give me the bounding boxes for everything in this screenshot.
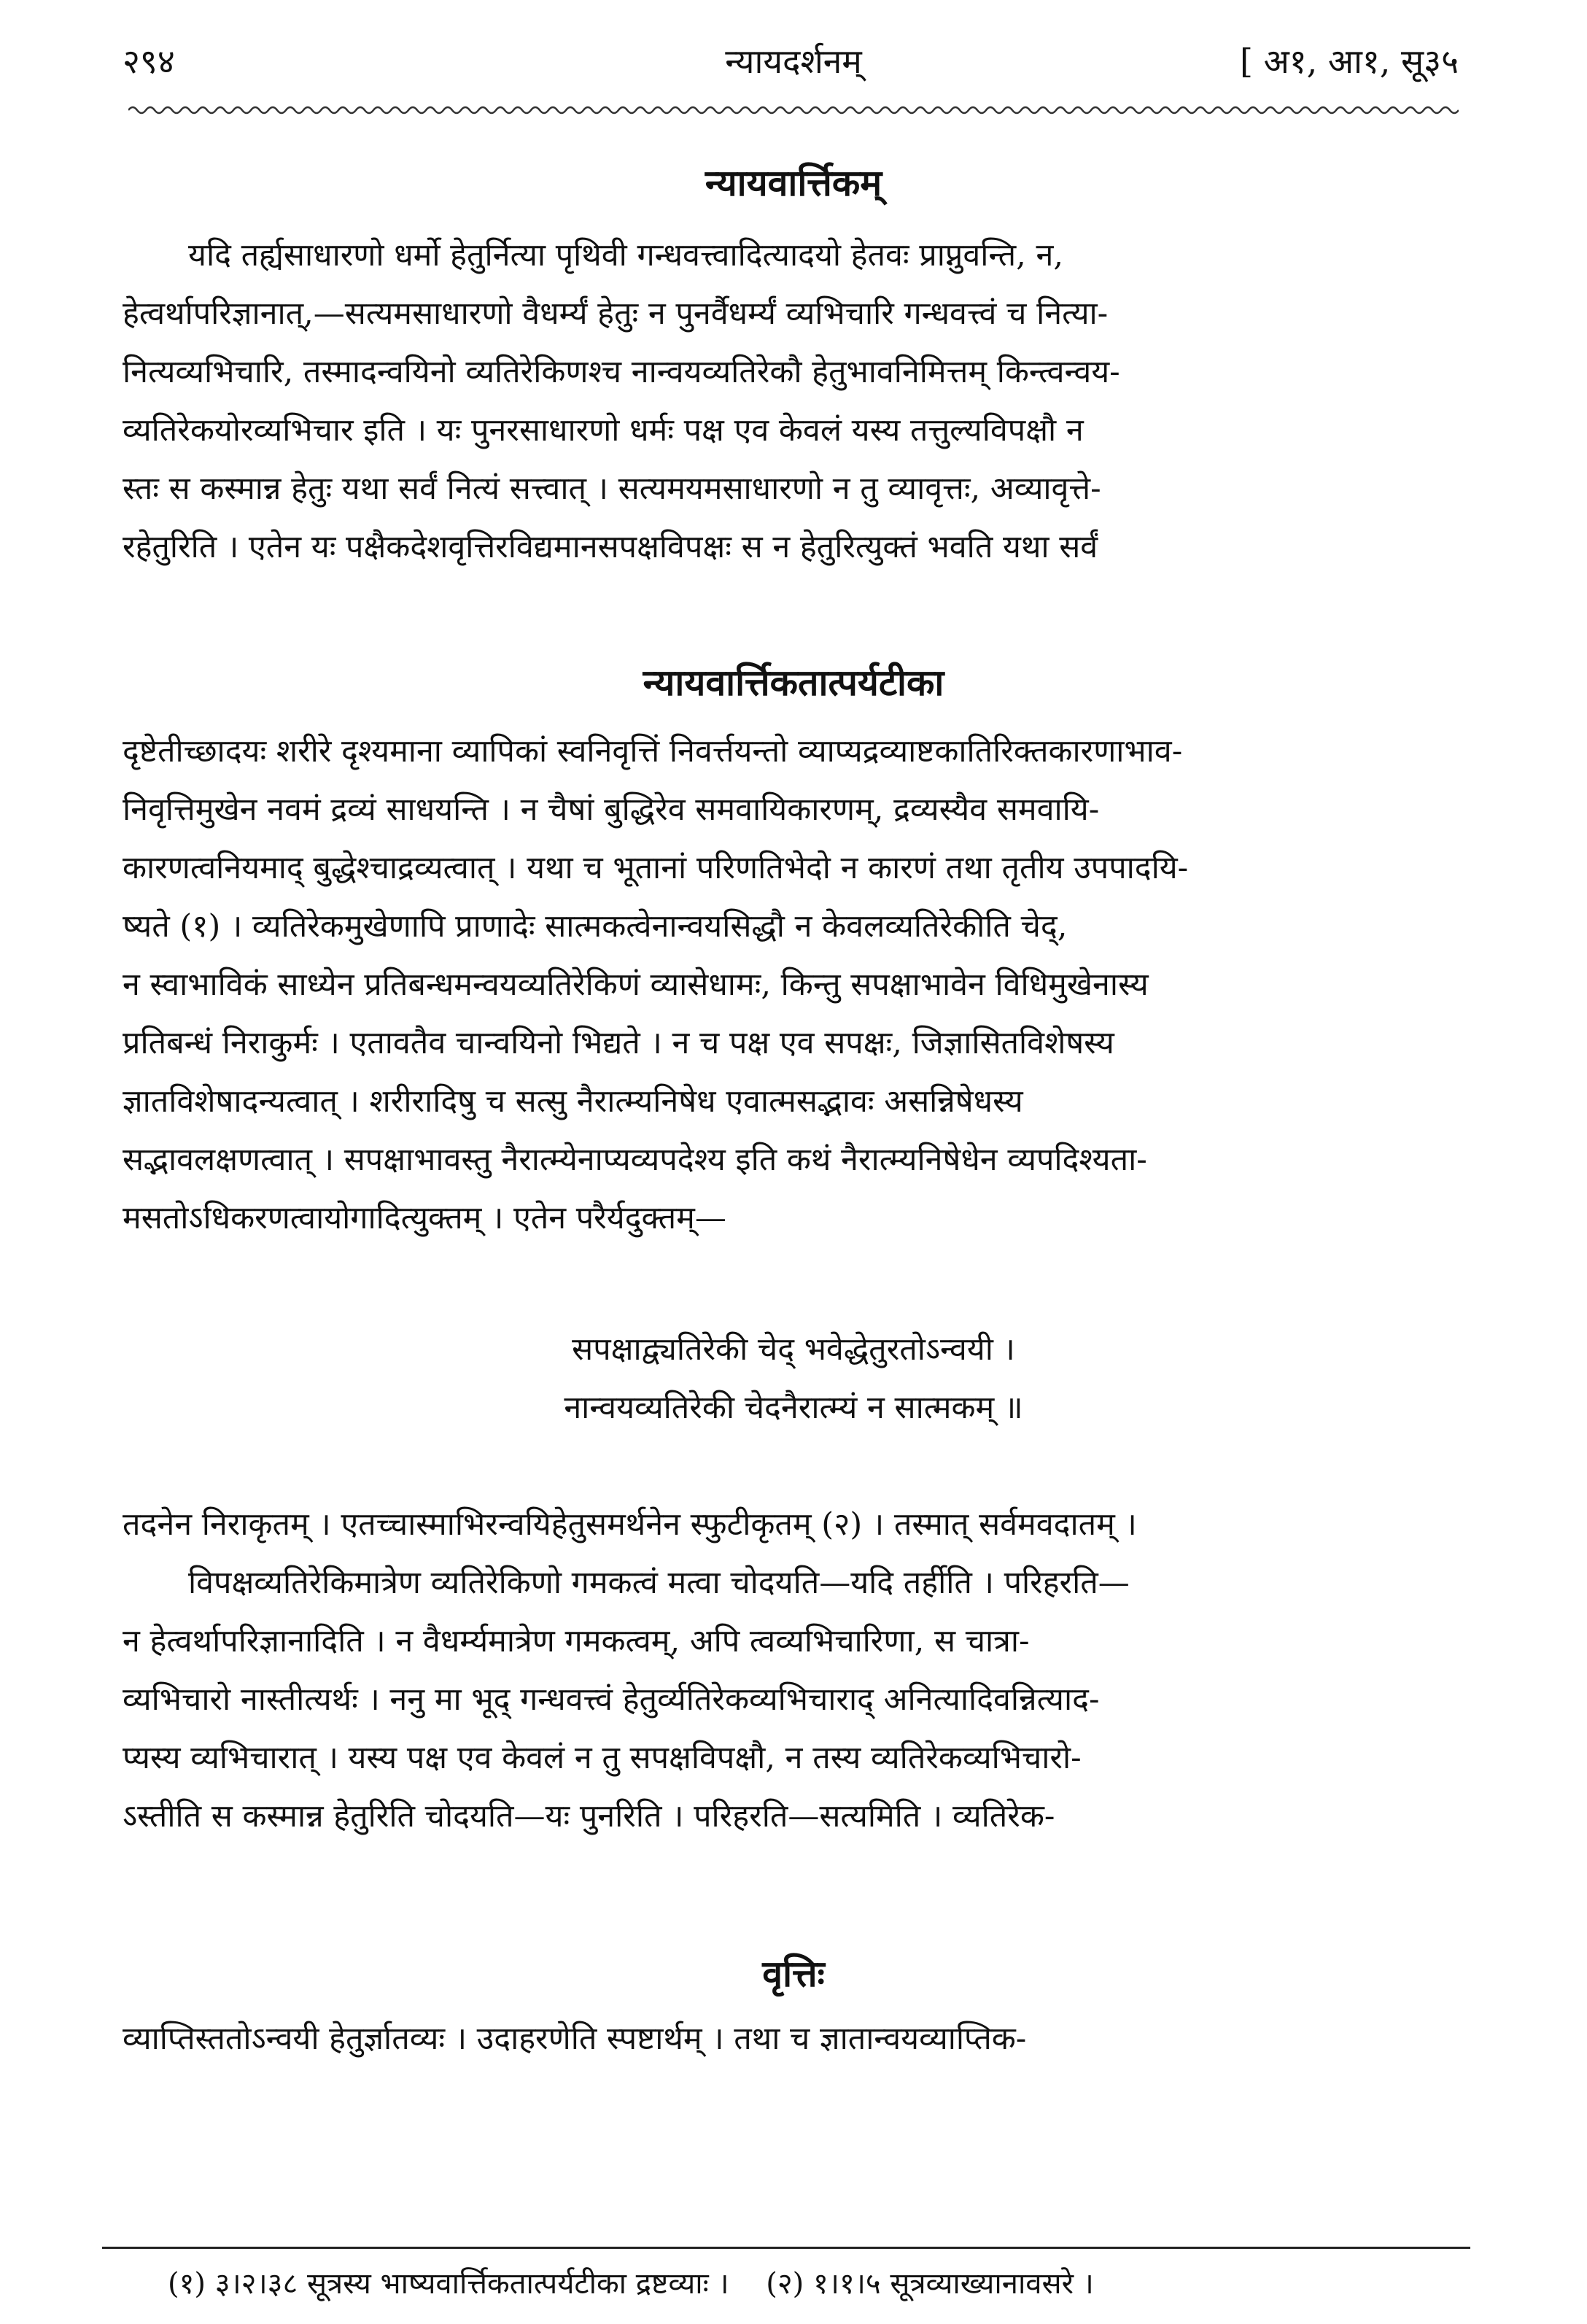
footnote-2: (२) १।१।५ सूत्रव्याख्यानावसरे । — [766, 2267, 1094, 2301]
text-line: यदि तर्ह्यसाधारणो धर्मो हेतुर्नित्या पृथिवी गन्धवत्त्वादित्यादयो हेतवः प्राप्नुवन्ति, न, — [188, 237, 1064, 274]
text-line: प्रतिबन्धं निराकुर्मः । एतावतैव चान्वयिनो भिद्यते । न च पक्ष एव सपक्षः, जिज्ञासितविशेषस्य — [123, 1025, 1114, 1061]
text-line: हेत्वर्थापरिज्ञानात्,—सत्यमसाधारणो वैधर्म्यं हेतुः न पुनर्वैधर्म्यं व्यभिचारि गन्धवत्त्वं च नित्या- — [123, 295, 1109, 332]
section-reference: [ अ१, आ१, सू३५ — [1240, 42, 1459, 81]
verse-line: नान्वयव्यतिरेकी चेदनैरात्म्यं न सात्मकम् ॥ — [564, 1390, 1023, 1426]
quoted-verse — [0, 1320, 1587, 1437]
vartika-heading: न्यायवार्त्तिकम् — [705, 161, 882, 204]
text-line: निवृत्तिमुखेन नवमं द्रव्यं साधयन्ति । न चैषां बुद्धिरेव समवायिकारणम्, द्रव्यस्यैव समवायि- — [123, 791, 1100, 828]
wavy-rule — [128, 102, 1459, 118]
text-line: मसतोऽधिकरणत्वायोगादित्युक्तम् । एतेन परैर्यदुक्तम्— — [123, 1200, 726, 1236]
text-line: नित्यव्यभिचारि, तस्मादन्वयिनो व्यतिरेकिणश्च नान्वयव्यतिरेकौ हेतुभावनिमित्तम् किन्त्वन्वय- — [123, 354, 1120, 390]
tika-heading: न्यायवार्त्तिकतात्पर्यटीका — [643, 661, 944, 704]
text-line: व्यतिरेकयोरव्यभिचार इति । यः पुनरसाधारणो धर्मः पक्ष एव केवलं यस्य तत्तुल्यविपक्षौ न — [123, 412, 1084, 449]
text-line: ऽस्तीति स कस्मान्न हेतुरिति चोदयति—यः पुनरिति । परिहरति—सत्यमिति । व्यतिरेक- — [123, 1798, 1055, 1835]
tika-body — [123, 722, 1450, 1247]
text-line: रहेतुरिति । एतेन यः पक्षैकदेशवृत्तिरविद्यमानसपक्षविपक्षः स न हेतुरित्युक्तं भवति यथा सर्वं — [123, 529, 1098, 565]
running-title: न्यायदर्शनम् — [725, 42, 862, 81]
tika-continuation — [123, 1495, 1450, 1845]
footnotes — [168, 2258, 1122, 2309]
verse-line: सपक्षाद्व्यतिरेकी चेद् भवेद्धेतुरतोऽन्वयी । — [572, 1331, 1015, 1368]
text-line: न स्वाभाविकं साध्येन प्रतिबन्धमन्वयव्यतिरेकिणं व्यासेधामः, किन्तु सपक्षाभावेन विधिमुखेनास्य — [123, 967, 1149, 1003]
text-line: विपक्षव्यतिरेकिमात्रेण व्यतिरेकिणो गमकत्वं मत्वा चोदयति—यदि तर्हीति । परिहरति— — [188, 1565, 1130, 1601]
vritti-body — [123, 2010, 1450, 2068]
page-number: २९४ — [123, 42, 175, 81]
text-line: तदनेन निराकृतम् । एतच्चास्माभिरन्वयिहेतुसमर्थनेन स्फुटीकृतम् (२) । तस्मात् सर्वमवदातम् । — [123, 1506, 1137, 1543]
text-line: ष्यते (१) । व्यतिरेकमुखेणापि प्राणादेः सात्मकत्वेनान्वयसिद्धौ न केवलव्यतिरेकीति चेद्, — [123, 908, 1068, 945]
text-line: व्यभिचारो नास्तीत्यर्थः । ननु मा भूद् गन्धवत्त्वं हेतुर्व्यतिरेकव्यभिचाराद् अनित्यादिवन्नित्याद- — [123, 1681, 1100, 1718]
vritti-heading: वृत्तिः — [762, 1952, 825, 1995]
text-line: प्यस्य व्यभिचारात् । यस्य पक्ष एव केवलं न तु सपक्षविपक्षौ, न तस्य व्यतिरेकव्यभिचारो- — [123, 1740, 1082, 1776]
text-line: स्तः स कस्मान्न हेतुः यथा सर्वं नित्यं सत्त्वात् । सत्यमयमसाधारणो न तु व्यावृत्तः, अव्यावृत्ते- — [123, 470, 1101, 507]
text-line: न हेत्वर्थापरिज्ञानादिति । न वैधर्म्यमात्रेण गमकत्वम्, अपि त्वव्यभिचारिणा, स चात्रा- — [123, 1623, 1030, 1659]
text-line: दृष्टेतीच्छादयः शरीरे दृश्यमाना व्यापिकां स्वनिवृत्तिं निवर्त्तयन्तो व्याप्यद्रव्याष्टकातिरिक्तकारणाभाव- — [123, 733, 1183, 770]
text-line: ज्ञातविशेषादन्यत्वात् । शरीरादिषु च सत्सु नैरात्म्यनिषेध एवात्मसद्भावः असन्निषेधस्य — [123, 1083, 1023, 1120]
text-line: कारणत्वनियमाद् बुद्धेश्चाद्रव्यत्वात् । यथा च भूतानां परिणतिभेदो न कारणं तथा तृतीय उपपादयि- — [123, 850, 1189, 886]
footnote-1: (१) ३।२।३८ सूत्रस्य भाष्यवार्त्तिकतात्पर्यटीका द्रष्टव्याः । — [168, 2267, 729, 2301]
text-line: सद्भावलक्षणत्वात् । सपक्षाभावस्तु नैरात्म्येनाप्यव्यपदेश्य इति कथं नैरात्म्यनिषेधेन व्यपदिश्यता- — [123, 1142, 1147, 1178]
text-line: व्याप्तिस्ततोऽन्वयी हेतुर्ज्ञातव्यः । उदाहरणेति स्पष्टार्थम् । तथा च ज्ञातान्वयव्याप्तिक- — [123, 2021, 1027, 2057]
vartika-body — [123, 226, 1450, 576]
footnote-rule — [102, 2247, 1470, 2249]
